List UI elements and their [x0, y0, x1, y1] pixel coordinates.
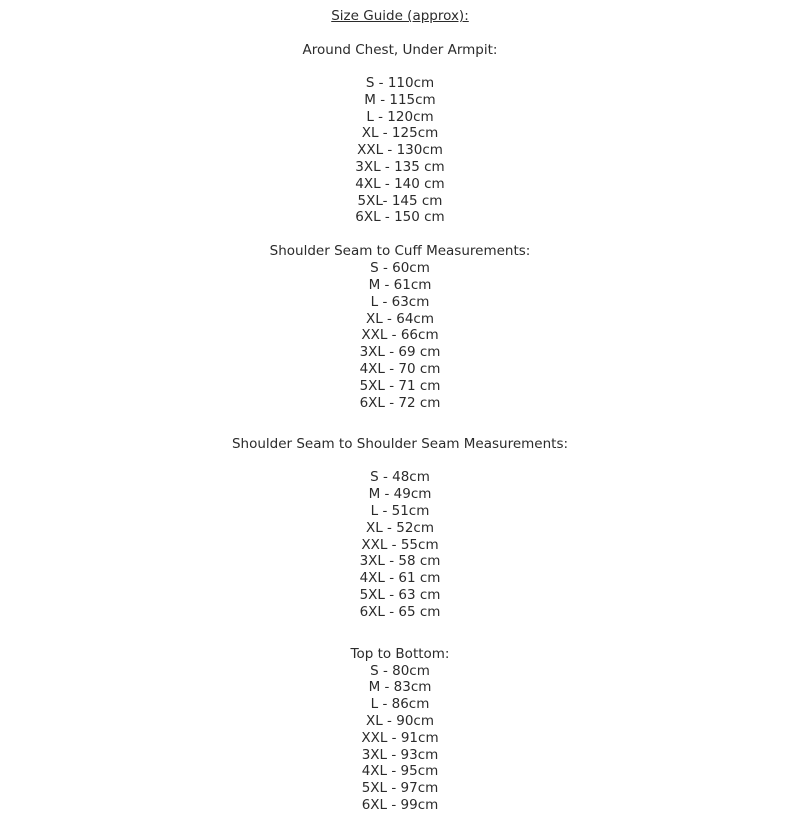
list-item: XL - 52cm [366, 519, 434, 536]
list-item: S - 110cm [365, 75, 435, 91]
list-item: L - 63cm [370, 293, 430, 310]
list-item: M - 61cm [368, 276, 432, 293]
list-item: 5XL- 145 cm [357, 192, 443, 209]
list-item: 3XL - 93cm [361, 746, 439, 763]
spacer [0, 411, 800, 428]
list-item: L - 120cm [366, 108, 434, 125]
list-item: XXL - 130cm [357, 142, 443, 159]
spacer [0, 638, 800, 646]
measurement-list [0, 663, 800, 814]
list-item: XL - 64cm [366, 310, 434, 327]
list-item: S - 48cm [370, 469, 430, 486]
section-shoulder-to-cuff [0, 243, 800, 411]
list-item: XXL - 55cm [361, 536, 439, 553]
list-item: 4XL - 61 cm [359, 570, 441, 587]
list-item: 5XL - 97cm [361, 780, 439, 797]
list-item: XXL - 91cm [361, 729, 439, 746]
spacer [0, 428, 800, 436]
list-item: M - 83cm [368, 679, 432, 696]
list-item: S - 80cm [370, 662, 430, 679]
list-item: 3XL - 69 cm [359, 344, 441, 361]
measurement-list [0, 469, 800, 620]
spacer [0, 453, 800, 469]
list-item: L - 86cm [370, 696, 430, 713]
list-item: L - 51cm [370, 502, 430, 519]
list-item: 4XL - 140 cm [355, 175, 445, 192]
list-item: M - 115cm [364, 91, 436, 108]
spacer [0, 226, 800, 243]
list-item: 4XL - 70 cm [359, 360, 441, 377]
section-top-to-bottom [0, 646, 800, 814]
section-heading: Shoulder Seam to Cuff Measurements: [269, 243, 531, 260]
section-shoulder-to-shoulder [0, 436, 800, 620]
list-item: S - 60cm [370, 260, 430, 277]
list-item: XL - 125cm [361, 125, 439, 142]
section-heading: Around Chest, Under Armpit: [302, 42, 498, 58]
list-item: 4XL - 95cm [361, 763, 439, 780]
list-item: XL - 90cm [366, 712, 434, 729]
measurement-list [0, 75, 800, 226]
spacer [0, 25, 800, 42]
list-item: M - 49cm [368, 486, 432, 503]
section-heading: Shoulder Seam to Shoulder Seam Measurements: [231, 436, 569, 453]
list-item: 6XL - 72 cm [359, 394, 441, 411]
list-item: XXL - 66cm [361, 327, 439, 344]
section-chest [0, 42, 800, 226]
list-item: 6XL - 99cm [361, 796, 439, 813]
list-item: 6XL - 65 cm [359, 603, 441, 620]
list-item: 3XL - 135 cm [355, 158, 445, 175]
list-item: 5XL - 63 cm [359, 586, 441, 603]
list-item: 6XL - 150 cm [355, 209, 445, 226]
list-item: 3XL - 58 cm [359, 553, 441, 570]
spacer [0, 59, 800, 75]
list-item: 5XL - 71 cm [359, 377, 441, 394]
spacer [0, 621, 800, 638]
measurement-list [0, 260, 800, 411]
section-heading: Top to Bottom: [350, 645, 450, 662]
page-title: Size Guide (approx): [331, 8, 469, 24]
